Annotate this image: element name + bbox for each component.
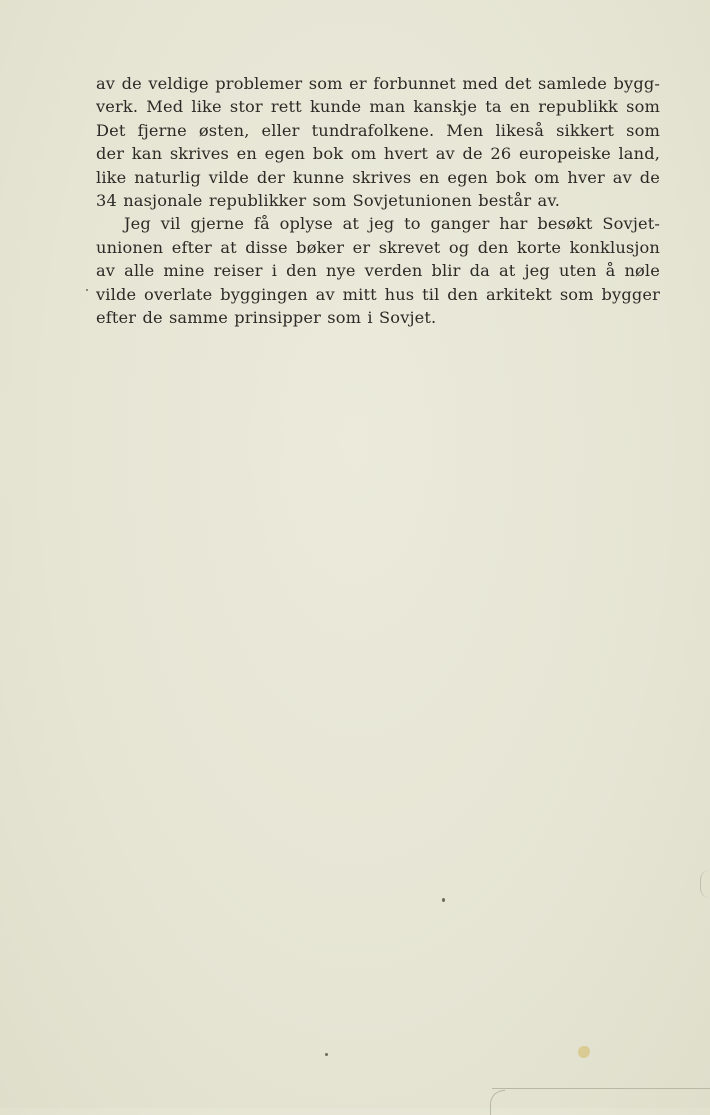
page-edge-curve xyxy=(490,1090,505,1115)
paper-stain xyxy=(578,1046,590,1058)
page-side-mark xyxy=(700,870,710,898)
text-line: Det fjerne østen, eller tundrafolkene. Men likeså sikkert som xyxy=(96,120,660,140)
paper-speck xyxy=(86,289,88,291)
text-line: Jeg vil gjerne få oplyse at jeg to ganger har besøkt Sovjet- xyxy=(124,214,660,234)
text-line: der kan skrives en egen bok om hvert av de 26 europeiske land, xyxy=(96,144,660,164)
text-line: like naturlig vilde der kunne skrives en egen bok om hver av de xyxy=(96,167,660,187)
text-line: unionen efter at disse bøker er skrevet og den korte konklusjon xyxy=(96,237,660,257)
text-line: vilde overlate byggingen av mitt hus til den arkitekt som bygger xyxy=(96,284,660,304)
text-line: av alle mine reiser i den nye verden blir da at jeg uten å nøle xyxy=(96,261,660,281)
body-text xyxy=(96,72,660,329)
paper-speck xyxy=(325,1053,328,1056)
text-line: efter de samme prinsipper som i Sovjet. xyxy=(96,307,437,327)
text-line: av de veldige problemer som er forbunnet med det samlede bygg- xyxy=(96,74,660,93)
page-edge-line xyxy=(492,1088,710,1089)
text-line: 34 nasjonale republikker som Sovjetunionen består av. xyxy=(96,190,561,210)
paper-speck xyxy=(442,898,445,902)
text-line: verk. Med like stor rett kunde man kanskje ta en republikk som xyxy=(96,97,660,117)
